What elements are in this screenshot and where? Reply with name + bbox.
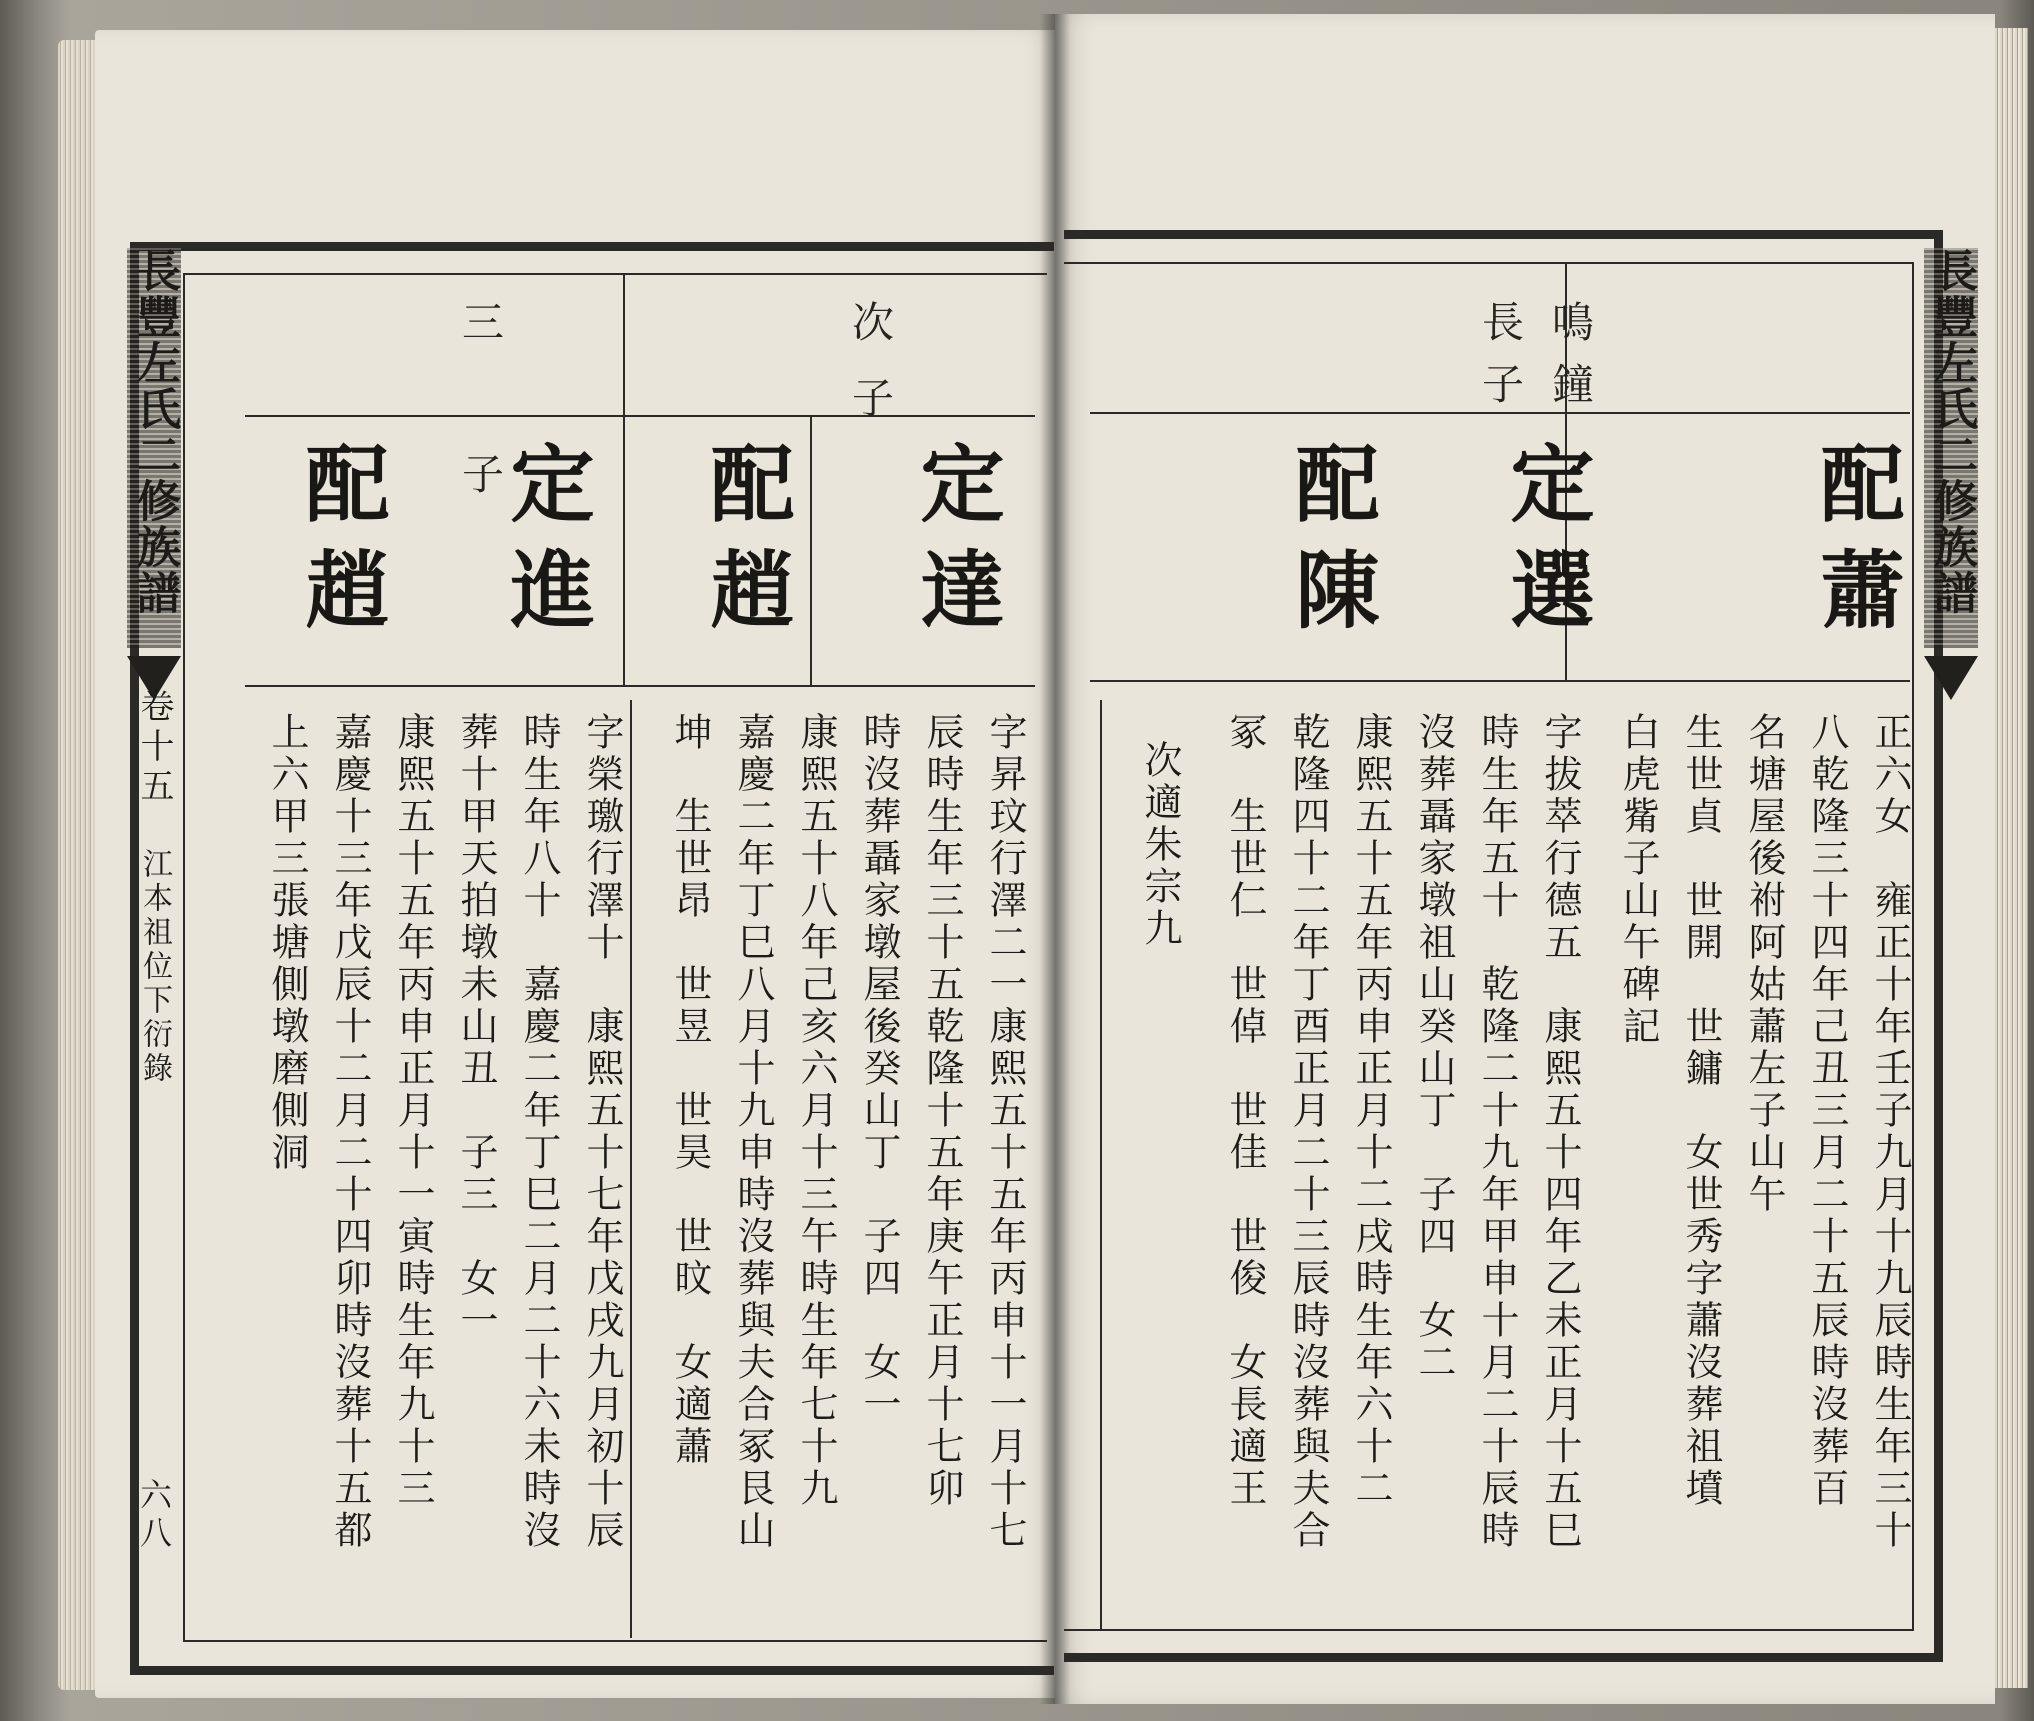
spouse-marker: 配 bbox=[1807, 440, 1906, 546]
bio-column: 時生年八十 嘉慶二年丁巳二月二十六未時沒 bbox=[517, 712, 561, 1552]
spouse-marker: 配 bbox=[697, 440, 796, 546]
generation-divider bbox=[1100, 700, 1102, 1630]
bio-column: 生世貞 世開 世鏞 女世秀字蕭沒葬祖墳 bbox=[1679, 712, 1723, 1510]
spouse-name bbox=[1282, 440, 1381, 652]
name-top: 定 bbox=[1497, 440, 1596, 546]
spouse-surname: 陳 bbox=[1282, 546, 1381, 652]
names-divider bbox=[245, 685, 1035, 687]
spouse-name bbox=[292, 440, 391, 652]
volume-label: 卷十五 bbox=[134, 688, 174, 808]
section-label: 江本祖位下衍錄 bbox=[137, 848, 172, 1086]
person-given-name bbox=[907, 440, 1006, 652]
kinship-label: 長子 bbox=[1476, 300, 1525, 424]
bio-column: 上六甲三張塘側墩磨側洞 bbox=[265, 712, 309, 1174]
bio-column: 八乾隆三十四年己丑三月二十五辰時沒葬百 bbox=[1805, 712, 1849, 1510]
spouse-marker: 配 bbox=[292, 440, 391, 546]
right-page-stack-edge bbox=[1990, 28, 2028, 1688]
bio-column: 乾隆四十二年丁酉正月二十三辰時沒葬與夫合 bbox=[1286, 712, 1330, 1552]
bio-column: 葬十甲天拍墩未山丑 子三 女一 bbox=[454, 712, 498, 1342]
name-bottom: 選 bbox=[1497, 546, 1596, 652]
spouse-marker: 配 bbox=[1282, 440, 1381, 546]
spouse-surname: 趙 bbox=[697, 546, 796, 652]
name-bottom: 進 bbox=[497, 546, 596, 652]
generation-divider bbox=[623, 273, 625, 685]
spine-title-text: 長豐左氏 bbox=[129, 248, 180, 432]
kinship-label: 次子 bbox=[846, 300, 895, 452]
header-divider bbox=[245, 415, 1035, 417]
spine-title bbox=[127, 248, 181, 616]
bio-column: 嘉慶二年丁巳八月十九申時沒葬與夫合冢艮山 bbox=[731, 712, 775, 1552]
bio-column: 字榮璬行澤十 康熙五十七年戊戌九月初十辰 bbox=[580, 712, 624, 1552]
name-bottom: 達 bbox=[907, 546, 1006, 652]
bio-column: 名塘屋後祔阿姑蕭左子山午 bbox=[1742, 712, 1786, 1216]
generation-divider bbox=[810, 415, 812, 685]
bio-column: 沒葬聶家墩祖山癸山丁 子四 女二 bbox=[1412, 712, 1456, 1384]
bio-column: 辰時生年三十五乾隆十五年庚午正月十七卯 bbox=[920, 712, 964, 1510]
person-given-name bbox=[1497, 440, 1596, 652]
bio-column: 嘉慶十三年戊辰十二月二十四卯時沒葬十五都 bbox=[328, 712, 372, 1552]
bio-column: 康熙五十五年丙申正月十二戌時生年六十二 bbox=[1349, 712, 1393, 1510]
spine-title-text: 長豐左氏 bbox=[1926, 248, 1977, 432]
spine-subtitle-text: 二修族譜 bbox=[1926, 432, 1977, 616]
spine-subtitle-text: 二修族譜 bbox=[129, 432, 180, 616]
person-child-name: 鳴鐘 bbox=[1546, 300, 1595, 424]
spouse-name bbox=[697, 440, 796, 652]
spouse-name bbox=[1807, 440, 1906, 652]
left-spine-column bbox=[127, 248, 181, 1648]
spouse-surname: 蕭 bbox=[1807, 546, 1906, 652]
bio-column: 冢 生世仁 世倬 世佳 世俊 女長適王 bbox=[1223, 712, 1267, 1510]
bio-column: 次適朱宗九 bbox=[1138, 740, 1182, 950]
person-given-name bbox=[497, 440, 596, 652]
bio-column: 時沒葬聶家墩屋後癸山丁 子四 女一 bbox=[857, 712, 901, 1426]
spouse-surname: 趙 bbox=[292, 546, 391, 652]
fish-tail-mark-icon bbox=[1924, 656, 1978, 700]
bio-column: 白虎觜子山午碑記 bbox=[1616, 712, 1660, 1048]
names-divider bbox=[1090, 680, 1910, 682]
bio-column: 正六女 雍正十年壬子九月十九辰時生年三十 bbox=[1868, 712, 1912, 1552]
name-top: 定 bbox=[497, 440, 596, 546]
bio-column: 時生年五十 乾隆二十九年甲申十月二十辰時 bbox=[1475, 712, 1519, 1552]
bio-column: 康熙五十五年丙申正月十一寅時生年九十三 bbox=[391, 712, 435, 1510]
bio-column: 字昇玟行澤二一康熙五十五年丙申十一月十七 bbox=[983, 712, 1027, 1552]
spine-title bbox=[1924, 248, 1978, 616]
right-spine-column bbox=[1924, 248, 1978, 1648]
bio-column: 康熙五十八年己亥六月十三午時生年七十九 bbox=[794, 712, 838, 1510]
page-number: 六八 bbox=[135, 1478, 173, 1554]
kinship-label: 三子 bbox=[456, 300, 505, 604]
bio-column: 字拔萃行德五 康熙五十四年乙未正月十五巳 bbox=[1538, 712, 1582, 1552]
name-top: 定 bbox=[907, 440, 1006, 546]
bio-column: 坤 生世昂 世昱 世昊 世旼 女適蕭 bbox=[668, 712, 712, 1468]
